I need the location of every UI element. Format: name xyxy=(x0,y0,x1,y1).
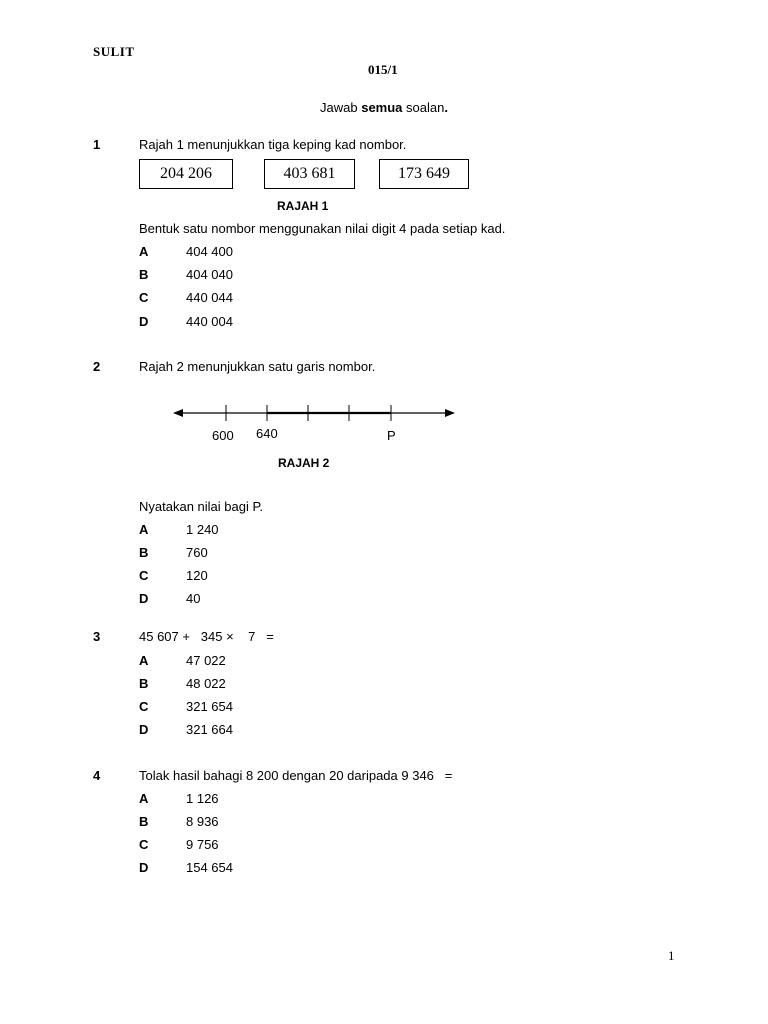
q1-option-c-value: 440 044 xyxy=(186,290,233,305)
q2-option-b-letter: B xyxy=(139,545,149,560)
q4-option-d-letter: D xyxy=(139,860,149,875)
q4-option-a-letter: A xyxy=(139,791,149,806)
q2-option-d-letter: D xyxy=(139,591,149,606)
number-card-1: 204 206 xyxy=(139,159,233,189)
question-3-text: 45 607 + 345 × 7 = xyxy=(139,629,274,644)
question-2-number: 2 xyxy=(93,359,101,374)
q3-option-a-letter: A xyxy=(139,653,149,668)
q3-option-c-letter: C xyxy=(139,699,149,714)
q2-option-b-value: 760 xyxy=(186,545,208,560)
q2-option-a-value: 1 240 xyxy=(186,522,219,537)
q1-option-b-value: 404 040 xyxy=(186,267,233,282)
question-2-text: Rajah 2 menunjukkan satu garis nombor. xyxy=(139,359,376,374)
q4-option-c-letter: C xyxy=(139,837,149,852)
q1-option-d-letter: D xyxy=(139,314,149,329)
q3-option-c-value: 321 654 xyxy=(186,699,233,714)
number-card-3: 173 649 xyxy=(379,159,469,189)
q2-option-d-value: 40 xyxy=(186,591,201,606)
number-line-label-640: 640 xyxy=(256,426,278,441)
header-sulit: SULIT xyxy=(93,44,135,59)
q4-option-c-value: 9 756 xyxy=(186,837,219,852)
paper-code: 015/1 xyxy=(368,62,398,77)
question-3-number: 3 xyxy=(93,629,101,644)
q1-option-b-letter: B xyxy=(139,267,149,282)
question-4-text: Tolak hasil bahagi 8 200 dengan 20 daripada 9 346 = xyxy=(139,768,453,783)
figure-2-caption: RAJAH 2 xyxy=(278,456,330,470)
question-1-number: 1 xyxy=(93,137,101,152)
q2-option-a-letter: A xyxy=(139,522,149,537)
figure-1-caption: RAJAH 1 xyxy=(277,199,329,213)
number-line-label-600: 600 xyxy=(212,428,234,443)
question-2-prompt: Nyatakan nilai bagi P. xyxy=(139,499,264,514)
q4-option-b-letter: B xyxy=(139,814,149,829)
q1-option-a-value: 404 400 xyxy=(186,244,233,259)
q2-option-c-value: 120 xyxy=(186,568,208,583)
q4-option-d-value: 154 654 xyxy=(186,860,233,875)
number-line xyxy=(170,402,460,424)
q1-option-c-letter: C xyxy=(139,290,149,305)
q2-option-c-letter: C xyxy=(139,568,149,583)
number-card-2: 403 681 xyxy=(264,159,355,189)
left-arrow-icon xyxy=(173,409,183,417)
instruction: Jawab semua soalan. xyxy=(320,100,448,115)
q3-option-d-value: 321 664 xyxy=(186,722,233,737)
q3-option-a-value: 47 022 xyxy=(186,653,226,668)
question-1-text: Rajah 1 menunjukkan tiga keping kad nombor. xyxy=(139,137,407,152)
q3-option-b-letter: B xyxy=(139,676,149,691)
page-number: 1 xyxy=(668,948,675,963)
q1-option-a-letter: A xyxy=(139,244,149,259)
q3-option-d-letter: D xyxy=(139,722,149,737)
number-line-label-p: P xyxy=(387,428,396,443)
right-arrow-icon xyxy=(445,409,455,417)
q4-option-b-value: 8 936 xyxy=(186,814,219,829)
q3-option-b-value: 48 022 xyxy=(186,676,226,691)
question-4-number: 4 xyxy=(93,768,101,783)
q4-option-a-value: 1 126 xyxy=(186,791,219,806)
q1-option-d-value: 440 004 xyxy=(186,314,233,329)
question-1-prompt: Bentuk satu nombor menggunakan nilai digit 4 pada setiap kad. xyxy=(139,221,506,236)
